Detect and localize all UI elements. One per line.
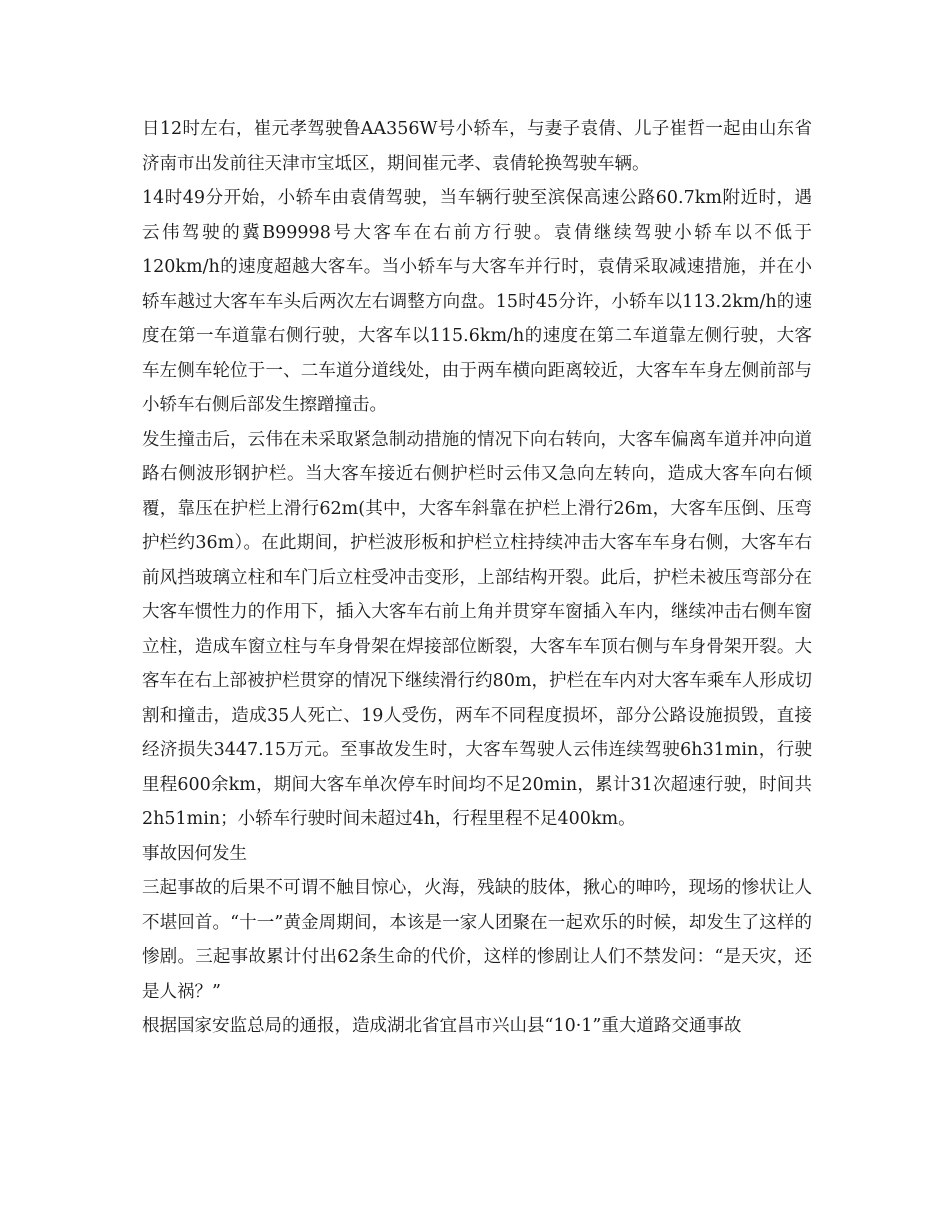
- section-heading: 事故因何发生: [142, 843, 247, 864]
- paragraph-report: 根据国家安监总局的通报，造成湖北省宜昌市兴山县“10·1”重大道路交通事故: [142, 1016, 742, 1036]
- paragraph-reflection: 三起事故的后果不可谓不触目惊心，火海，残缺的肢体，揪心的呻吟，现场的惨状让人不堪回首。“十一”黄金周期间，本该是一家人团聚在一起欢乐的时候，却发生了这样的惨剧。三起事故累计付出62条生命的代价，这样的惨剧让人们不禁发问：“是天灾，还是人祸？”: [142, 878, 812, 1002]
- document-body: [142, 112, 812, 1044]
- paragraph-trip-start: 日12时左右，崔元孝驾驶鲁AA356W号小轿车，与妻子袁倩、儿子崔哲一起由山东省济南市出发前往天津市宝坻区，期间崔元孝、袁倩轮换驾驶车辆。: [142, 119, 812, 174]
- paragraph-collision: 14时49分开始，小轿车由袁倩驾驶，当车辆行驶至滨保高速公路60.7km附近时，遇云伟驾驶的冀B99998号大客车在右前方行驶。袁倩继续驾驶小轿车以不低于120km/h的速度超越大客车。当小轿车与大客车并行时，袁倩采取减速措施，并在小轿车越过大客车车头后两次左右调整方向盘。15时45分许，小轿车以113.2km/h的速度在第一车道靠右侧行驶，大客车以115.6km/h的速度在第二车道靠左侧行驶，大客车左侧车轮位于一、二车道分道线处，由于两车横向距离较近，大客车车身左侧前部与小轿车右侧后部发生擦蹭撞击。: [142, 188, 812, 415]
- paragraph-aftermath: 发生撞击后，云伟在未采取紧急制动措施的情况下向右转向，大客车偏离车道并冲向道路右侧波形钢护栏。当大客车接近右侧护栏时云伟又急向左转向，造成大客车向右倾覆，靠压在护栏上滑行62m(其中，大客车斜靠在护栏上滑行26m，大客车压倒、压弯护栏约36m）。在此期间，护栏波形板和护栏立柱持续冲击大客车车身右侧，大客车右前风挡玻璃立柱和车门后立柱受冲击变形，上部结构开裂。此后，护栏未被压弯部分在大客车惯性力的作用下，插入大客车右前上角并贯穿车窗插入车内，继续冲击右侧车窗立柱，造成车窗立柱与车身骨架在焊接部位断裂，大客车车顶右侧与车身骨架开裂。大客车在右上部被护栏贯穿的情况下继续滑行约80m，护栏在车内对大客车乘车人形成切割和撞击，造成35人死亡、19人受伤，两车不同程度损坏，部分公路设施损毁，直接经济损失3447.15万元。至事故发生时，大客车驾驶人云伟连续驾驶6h31min，行驶里程600余km，期间大客车单次停车时间均不足20min，累计31次超速行驶，时间共2h51min；小轿车行驶时间未超过4h，行程里程不足400km。: [142, 429, 812, 829]
